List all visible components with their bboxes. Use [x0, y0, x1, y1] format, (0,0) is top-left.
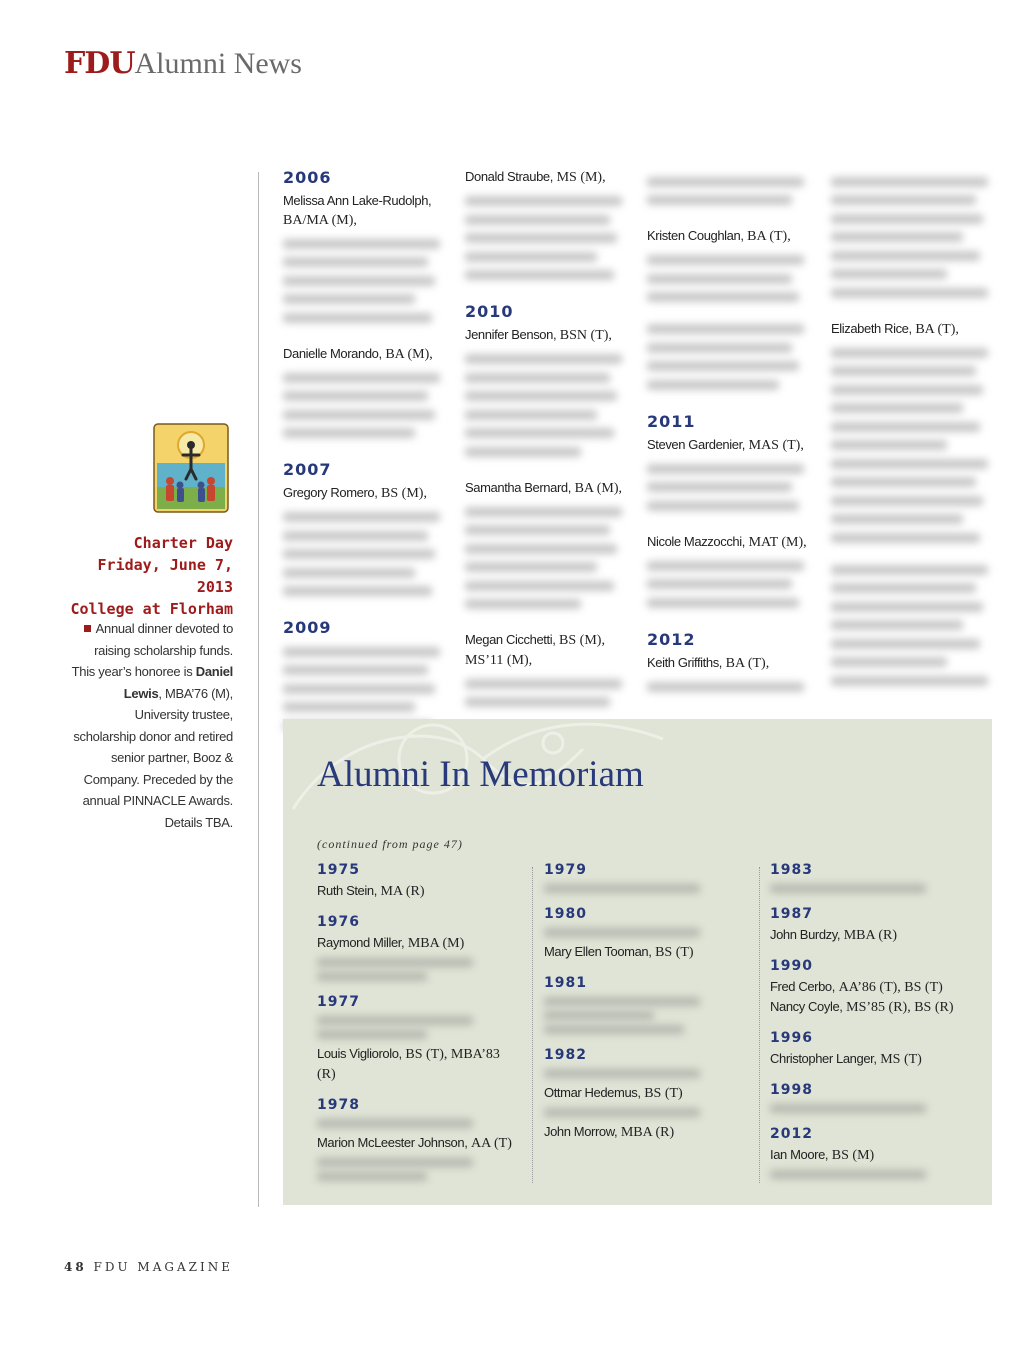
charter-day-illustration: [153, 423, 229, 513]
blurred-text-line: [283, 373, 440, 383]
news-entry-group: [831, 320, 996, 543]
blurred-text-line: [544, 1025, 684, 1034]
charter-title-line-2: Friday, June 7, 2013: [97, 556, 233, 596]
blurred-text-line: [317, 1016, 473, 1025]
memoriam-year: 1978: [317, 1097, 360, 1113]
blurred-text-line: [831, 496, 983, 506]
blurred-text-line: [465, 697, 610, 707]
news-entry: [465, 326, 630, 457]
memoriam-year: 1979: [544, 862, 587, 878]
blurred-text-line: [770, 884, 926, 893]
blurred-text-line: [831, 533, 980, 543]
blurred-text-line: [465, 196, 622, 206]
memoriam-year-group: [770, 905, 970, 945]
blurred-text-line: [647, 579, 792, 589]
blurred-text-line: [831, 177, 988, 187]
entry-heading-line: [465, 168, 630, 188]
memoriam-entry: [317, 1044, 517, 1084]
blurred-text-line: [317, 1030, 427, 1039]
memoriam-year: 2012: [770, 1126, 813, 1142]
charter-title-line-3: College at Florham: [70, 600, 233, 618]
blurred-text-line: [831, 214, 983, 224]
blurred-text-line: [544, 1069, 700, 1078]
blurred-text-line: [831, 251, 980, 261]
masthead-brand: FDU: [64, 46, 135, 81]
blurred-text-line: [831, 366, 976, 376]
charter-body-text-1: Annual dinner devoted to raising scholarship funds. This year’s honoree is: [71, 621, 233, 679]
blurred-text-line: [647, 177, 804, 187]
bullet-square-icon: [84, 625, 91, 632]
blurred-text-line: [647, 195, 792, 205]
alumni-name: Donald Straube,: [465, 169, 553, 184]
news-entry: [831, 177, 996, 298]
news-column-2: [465, 168, 630, 729]
deceased-credentials: BS (M): [831, 1148, 875, 1163]
deceased-credentials: BS (T), MBA’83 (R): [317, 1047, 500, 1082]
blurred-text-line: [465, 447, 581, 457]
blurred-text-line: [831, 565, 988, 575]
blurred-text-line: [831, 620, 963, 630]
blurred-text-line: [465, 599, 581, 609]
alumni-name: Danielle Morando,: [283, 345, 382, 361]
blurred-text-line: [831, 288, 988, 298]
blurred-text-line: [317, 972, 427, 981]
memoriam-year: 1977: [317, 994, 360, 1010]
news-entry-group: [283, 460, 448, 596]
alumni-credentials: BA/MA (M),: [283, 212, 357, 228]
column-divider: [258, 172, 259, 1207]
blurred-text-line: [831, 676, 988, 686]
charter-body-text-2: , MBA’76 (M), University trustee, scholarship donor and retired senior partner, Booz & Company. Preceded by the annual PINNACLE Awards. Details TBA.: [73, 685, 233, 830]
deceased-credentials: MS’85 (R), BS (R): [846, 1000, 954, 1015]
memoriam-entry: [317, 1133, 517, 1153]
news-entry-group: [283, 345, 448, 439]
alumni-credentials: BA (M),: [574, 480, 623, 496]
entry-heading-line: [831, 320, 996, 340]
deceased-name: Mary Ellen Tooman,: [544, 944, 652, 959]
blurred-text-line: [544, 997, 700, 1006]
alumni-name: Kristen Coughlan,: [647, 228, 744, 243]
entry-heading-line: [465, 326, 630, 346]
news-entry-group: [647, 412, 812, 511]
alumni-name: Samantha Bernard,: [465, 479, 571, 495]
year-heading: 2012: [647, 629, 696, 649]
blurred-text-line: [465, 507, 622, 517]
alumni-name: Keith Griffiths,: [647, 654, 723, 670]
deceased-name: Nancy Coyle,: [770, 999, 843, 1014]
news-entry: [465, 168, 630, 280]
blurred-text-line: [831, 583, 976, 593]
memoriam-column-3: [770, 861, 970, 1191]
deceased-credentials: MBA (M): [407, 936, 465, 951]
entry-heading-line: [647, 227, 812, 247]
memoriam-year: 1998: [770, 1082, 813, 1098]
blurred-text-line: [647, 482, 792, 492]
charter-title-line-1: Charter Day: [133, 534, 233, 552]
deceased-credentials: MA (R): [380, 884, 425, 899]
news-entry: [831, 320, 996, 543]
blurred-text-line: [647, 598, 799, 608]
news-entry: [283, 484, 448, 596]
blurred-text-line: [647, 274, 792, 284]
memoriam-year-group: [317, 861, 517, 901]
memoriam-entry: [317, 933, 517, 953]
blurred-text-line: [831, 385, 983, 395]
blurred-text-line: [544, 884, 700, 893]
blurred-text-line: [831, 639, 980, 649]
news-entry-group: [283, 618, 448, 731]
blurred-text-line: [544, 1011, 654, 1020]
charter-day-body: [70, 618, 233, 833]
news-entry-group: [465, 302, 630, 457]
memoriam-entry: [770, 925, 970, 945]
deceased-credentials: MBA (R): [843, 928, 898, 943]
blurred-text-line: [831, 602, 983, 612]
blurred-text-line: [317, 1172, 427, 1181]
alumni-name: Megan Cicchetti,: [465, 632, 556, 647]
blurred-text-line: [283, 647, 440, 657]
masthead-subtitle: Alumni News: [134, 47, 302, 80]
deceased-name: Christopher Langer,: [770, 1051, 877, 1066]
blurred-text-line: [283, 549, 435, 559]
entry-heading-line: [465, 479, 630, 499]
blurred-text-line: [831, 269, 947, 279]
blurred-text-line: [647, 380, 779, 390]
blurred-text-line: [465, 428, 614, 438]
deceased-credentials: AA’86 (T), BS (T): [838, 980, 943, 995]
magazine-label: FDU MAGAZINE: [93, 1260, 233, 1274]
memoriam-year-group: [770, 861, 970, 893]
news-entry: [647, 227, 812, 302]
charter-honoree: Daniel Lewis: [123, 664, 233, 701]
alumni-credentials: MS (M),: [556, 170, 606, 185]
alumni-credentials: BA (T),: [725, 655, 770, 671]
news-entry: [465, 479, 630, 610]
blurred-text-line: [317, 958, 473, 967]
news-entry-group: [465, 631, 630, 707]
deceased-name: Marion McLeester Johnson,: [317, 1135, 468, 1150]
memoriam-year-group: [544, 974, 744, 1034]
blurred-text-line: [283, 531, 428, 541]
blurred-text-line: [465, 410, 597, 420]
memoriam-year: 1982: [544, 1047, 587, 1063]
news-entry-group: [647, 533, 812, 608]
memoriam-year-group: [317, 1096, 517, 1181]
blurred-text-line: [283, 586, 432, 596]
blurred-text-line: [647, 324, 804, 334]
memoriam-year-group: [317, 993, 517, 1084]
year-heading: 2007: [283, 460, 332, 479]
blurred-text-line: [465, 581, 614, 591]
entry-heading-line: [647, 654, 812, 674]
page-number: 48: [64, 1260, 87, 1274]
news-entry-group: [647, 630, 812, 692]
deceased-credentials: BS (T): [644, 1086, 683, 1101]
alumni-name: Jennifer Benson,: [465, 327, 557, 342]
blurred-text-line: [544, 928, 700, 937]
news-column-3: [647, 168, 812, 714]
memoriam-divider-2: [759, 867, 760, 1183]
news-column-1: [283, 168, 448, 753]
deceased-name: John Morrow,: [544, 1124, 618, 1139]
blurred-text-line: [465, 373, 610, 383]
news-entry-group: [647, 177, 812, 206]
entry-heading-line: [283, 192, 448, 230]
alumni-credentials: MAT (M),: [748, 534, 807, 550]
memoriam-entry: [770, 1049, 970, 1069]
memoriam-entry: [317, 881, 517, 901]
news-entry: [283, 345, 448, 439]
year-heading: 2006: [283, 168, 332, 187]
news-entry: [283, 647, 448, 731]
blurred-text-line: [647, 292, 799, 302]
memoriam-year-group: [770, 1125, 970, 1179]
alumni-name: Melissa Ann Lake-Rudolph,: [283, 193, 432, 208]
alumni-credentials: BA (T),: [747, 229, 791, 244]
memoriam-year-group: [544, 861, 744, 893]
deceased-credentials: MBA (R): [620, 1125, 675, 1140]
blurred-text-line: [465, 354, 622, 364]
blurred-text-line: [317, 1119, 473, 1128]
news-entry-group: [465, 168, 630, 280]
memoriam-entry: [544, 942, 744, 962]
alumni-name: Steven Gardenier,: [647, 436, 745, 452]
deceased-name: Ruth Stein,: [317, 883, 377, 898]
memoriam-year: 1981: [544, 975, 587, 991]
news-entry-group: [647, 324, 812, 390]
blurred-text-line: [283, 684, 435, 694]
memoriam-year-group: [770, 1029, 970, 1069]
blurred-text-line: [647, 682, 804, 692]
blurred-text-line: [647, 464, 804, 474]
blurred-text-line: [283, 512, 440, 522]
memoriam-year: 1990: [770, 958, 813, 974]
blurred-text-line: [283, 257, 428, 267]
news-entry: [647, 436, 812, 511]
news-entry-group: [283, 168, 448, 323]
deceased-name: Louis Vigliorolo,: [317, 1046, 402, 1061]
deceased-name: John Burdzy,: [770, 927, 841, 942]
deceased-name: Ian Moore,: [770, 1147, 829, 1162]
memoriam-continued-note: (continued from page 47): [317, 837, 463, 851]
entry-heading-line: [647, 533, 812, 553]
alumni-name: Elizabeth Rice,: [831, 320, 912, 336]
blurred-text-line: [647, 343, 792, 353]
blurred-text-line: [283, 410, 435, 420]
year-heading: 2011: [647, 411, 696, 431]
deceased-credentials: BS (T): [655, 945, 694, 960]
entry-heading-line: [647, 436, 812, 456]
alumni-credentials: MAS (T),: [748, 437, 804, 453]
news-entry: [465, 631, 630, 707]
news-entry-group: [831, 177, 996, 298]
news-entry: [647, 533, 812, 608]
blurred-text-line: [831, 232, 963, 242]
blurred-text-line: [465, 562, 597, 572]
blurred-text-line: [831, 477, 976, 487]
blurred-text-line: [283, 665, 428, 675]
blurred-text-line: [770, 1170, 926, 1179]
year-heading: 2009: [283, 618, 332, 637]
alumni-name: Gregory Romero,: [283, 485, 378, 500]
news-entry: [831, 565, 996, 686]
blurred-text-line: [283, 239, 440, 249]
alumni-in-memoriam-box: [283, 719, 992, 1205]
entry-heading-line: [465, 631, 630, 670]
news-entry: [283, 192, 448, 323]
blurred-text-line: [831, 195, 976, 205]
blurred-text-line: [831, 422, 980, 432]
blurred-text-line: [465, 544, 617, 554]
memoriam-divider-1: [532, 867, 533, 1183]
blurred-text-line: [647, 501, 799, 511]
news-entry: [647, 177, 812, 206]
memoriam-year: 1975: [317, 862, 360, 878]
blurred-text-line: [283, 294, 415, 304]
deceased-credentials: MS (T): [880, 1052, 922, 1067]
alumni-credentials: BS (M),: [381, 486, 427, 501]
blurred-text-line: [831, 459, 988, 469]
memoriam-column-2: [544, 861, 744, 1154]
deceased-name: Fred Cerbo,: [770, 979, 835, 994]
news-entry-group: [831, 565, 996, 686]
deceased-name: Raymond Miller,: [317, 935, 405, 950]
entry-heading-line: [283, 484, 448, 504]
alumni-credentials: BS (M), MS’11 (M),: [465, 633, 605, 668]
page-footer: [64, 1260, 233, 1274]
news-entry: [647, 324, 812, 390]
memoriam-entry: [770, 1145, 970, 1165]
memoriam-year: 1983: [770, 862, 813, 878]
memoriam-year-group: [544, 1046, 744, 1142]
blurred-text-line: [465, 233, 617, 243]
charter-day-title: [60, 532, 233, 620]
blurred-text-line: [465, 391, 617, 401]
memoriam-entry: [770, 997, 970, 1017]
news-entry-group: [465, 479, 630, 610]
blurred-text-line: [831, 348, 988, 358]
news-column-4: [831, 168, 996, 708]
blurred-text-line: [465, 252, 597, 262]
memoriam-year: 1980: [544, 906, 587, 922]
alumni-name: Nicole Mazzocchi,: [647, 533, 745, 549]
blurred-text-line: [283, 276, 435, 286]
memoriam-title: Alumni In Memoriam: [317, 754, 644, 795]
news-entry: [647, 654, 812, 692]
blurred-text-line: [317, 1158, 473, 1167]
deceased-credentials: AA (T): [471, 1136, 512, 1151]
blurred-text-line: [544, 1108, 700, 1117]
blurred-text-line: [465, 215, 610, 225]
blurred-text-line: [831, 657, 947, 667]
entry-heading-line: [283, 345, 448, 365]
alumni-credentials: BSN (T),: [559, 328, 612, 343]
blurred-text-line: [770, 1104, 926, 1113]
memoriam-year: 1976: [317, 914, 360, 930]
alumni-credentials: BA (M),: [385, 346, 433, 362]
memoriam-year-group: [317, 913, 517, 981]
blurred-text-line: [465, 270, 614, 280]
year-heading: 2010: [465, 302, 514, 321]
memoriam-entry: [770, 977, 970, 997]
blurred-text-line: [647, 361, 799, 371]
blurred-text-line: [283, 313, 432, 323]
memoriam-year-group: [544, 905, 744, 962]
memoriam-entry: [544, 1083, 744, 1103]
blurred-text-line: [831, 403, 963, 413]
blurred-text-line: [831, 514, 963, 524]
memoriam-year: 1996: [770, 1030, 813, 1046]
blurred-text-line: [283, 391, 428, 401]
masthead: [64, 46, 302, 82]
memoriam-year-group: [770, 957, 970, 1017]
memoriam-year-group: [770, 1081, 970, 1113]
blurred-text-line: [647, 561, 804, 571]
blurred-text-line: [283, 428, 415, 438]
news-entry-group: [647, 227, 812, 302]
blurred-text-line: [647, 255, 804, 265]
deceased-name: Ottmar Hedemus,: [544, 1085, 641, 1100]
blurred-text-line: [465, 525, 610, 535]
blurred-text-line: [283, 702, 415, 712]
memoriam-entry: [544, 1122, 744, 1142]
blurred-text-line: [831, 440, 947, 450]
blurred-text-line: [465, 679, 622, 689]
memoriam-year: 1987: [770, 906, 813, 922]
blurred-text-line: [283, 568, 415, 578]
memoriam-column-1: [317, 861, 517, 1193]
alumni-credentials: BA (T),: [915, 321, 959, 337]
